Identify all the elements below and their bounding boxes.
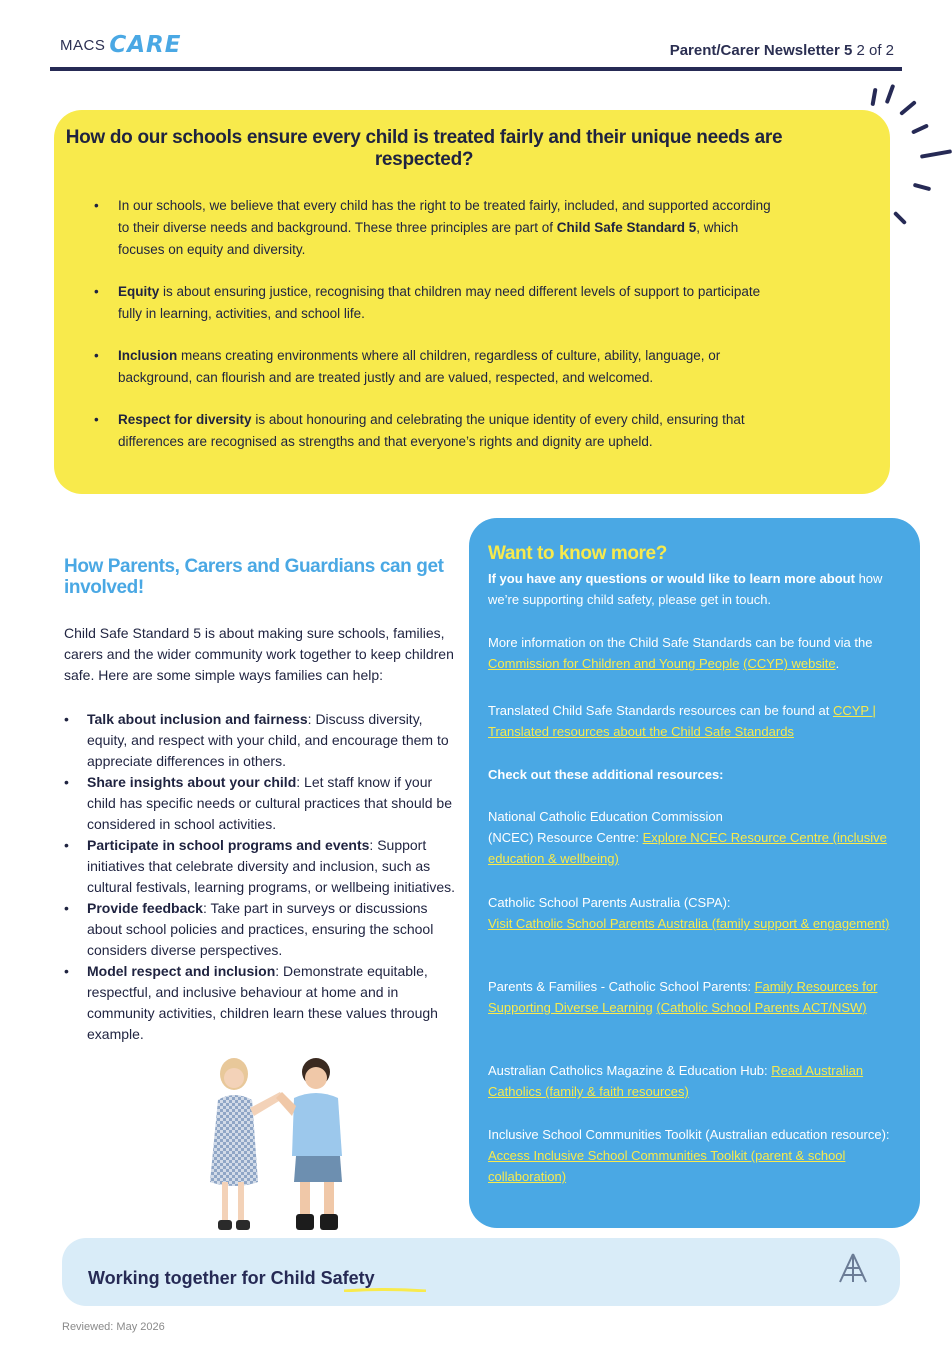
additional-resources-heading: [488, 764, 906, 785]
footer-banner: [62, 1238, 900, 1306]
item-text: : Let staff know if your child has specific needs or cultural practices that should be considered in school activities.: [87, 774, 452, 832]
bold-text: Check out these additional resources:: [488, 767, 724, 782]
ccyp-website-link[interactable]: (CCYP) website: [743, 656, 836, 671]
translated-paragraph: [488, 700, 906, 742]
ncec-link[interactable]: Explore NCEC Resource Centre (inclusive education & wellbeing): [488, 830, 887, 866]
item-bold: Equity: [118, 284, 160, 299]
item-bold: Participate in school programs and events: [87, 837, 370, 853]
want-to-know-more-panel: [469, 518, 920, 1228]
item-text: means creating environments where all children, regardless of culture, ability, language, or background, can flourish and are treated justly and are valued, respected, and welcomed.: [118, 348, 721, 385]
text: More information on the Child Safe Standards can be found via the: [488, 635, 873, 650]
item-bold: Provide feedback: [87, 900, 203, 916]
macs-care-logo: [60, 32, 181, 58]
text: how we’re supporting child safety, please get in touch.: [488, 571, 883, 607]
item-text: : Take part in surveys or discussions about school policies and practices, ensuring the school considers diverse perspectives.: [87, 900, 434, 958]
item-text: : Support initiatives that celebrate diversity and inclusion, such as cultural festivals, learning programs, or wellbeing initiatives.: [87, 837, 456, 895]
principles-list: [94, 195, 774, 473]
item-text: : Discuss diversity, equity, and respect with your child, and encourage them to appreciate differences in others.: [87, 711, 449, 769]
resource-ncec: [488, 806, 906, 869]
list-item: [94, 195, 774, 261]
bold-text: If you have any questions or would like to learn more about: [488, 571, 855, 586]
item-bold: Respect for diversity: [118, 412, 252, 427]
header-divider: [50, 67, 902, 71]
newsletter-header: [670, 42, 894, 59]
text: Parents & Families - Catholic School Parents:: [488, 979, 755, 994]
toolkit-link[interactable]: Access Inclusive School Communities Toolkit (parent & school collaboration): [488, 1148, 846, 1184]
resource-parents-families: [488, 976, 906, 1018]
text: Translated Child Safe Standards resources can be found at: [488, 703, 833, 718]
list-item: [64, 835, 459, 898]
equity-diversity-panel: [54, 110, 890, 494]
get-involved-title: How Parents, Carers and Guardians can get involved!: [64, 556, 444, 598]
item-text: In our schools, we believe that every child has the right to be treated fairly, included, and supported according to their diverse needs and background. These three principles are part of: [118, 198, 771, 235]
logo-care-text: CARE: [109, 32, 182, 58]
reviewed-date: Reviewed: May 2026: [62, 1321, 165, 1333]
list-item: [94, 281, 774, 325]
item-text: is about ensuring justice, recognising that children may need different levels of support to participate fully in learning, activities, and school life.: [118, 284, 761, 321]
get-involved-intro: Child Safe Standard 5 is about making sure schools, families, carers and the wider community work together to keep children safe. Here are some simple ways families can help:: [64, 625, 454, 683]
csp-act-nsw-link[interactable]: (Catholic School Parents ACT/NSW): [656, 1000, 867, 1015]
item-bold: Child Safe Standard 5: [556, 220, 697, 235]
page-indicator: 2 of 2: [856, 42, 894, 59]
footer-tagline: Working together for Child Safety: [88, 1268, 375, 1288]
resource-title: Catholic School Parents Australia (CSPA):: [488, 895, 731, 910]
item-bold: Model respect and inclusion: [87, 963, 276, 979]
logo-macs-text: MACS: [60, 36, 106, 54]
cspa-link[interactable]: Visit Catholic School Parents Australia (family support & engagement): [488, 916, 890, 931]
text: (Australian education resource):: [701, 1127, 890, 1142]
panel-title: How do our schools ensure every child is treated fairly and their unique needs are respected?: [65, 127, 783, 170]
item-text: is about honouring and celebrating the unique identity of every child, ensuring that differences are recognised as strengths and that everyone’s rights and dignity are upheld.: [118, 412, 745, 449]
item-bold: Share insights about your child: [87, 774, 297, 790]
resource-title: Inclusive School Communities Toolkit: [488, 1127, 702, 1142]
macs-mark-icon: [834, 1252, 872, 1286]
list-item: [64, 709, 459, 772]
text: (NCEC) Resource Centre:: [488, 830, 643, 845]
item-text: , which focuses on equity and diversity.: [118, 220, 739, 257]
resource-australian-catholics: [488, 1060, 906, 1102]
item-bold: Talk about inclusion and fairness: [87, 711, 308, 727]
tagline-underline-icon: [344, 1288, 426, 1292]
list-item: [94, 409, 774, 453]
resource-cspa: [488, 892, 906, 934]
ccyp-paragraph: [488, 632, 906, 674]
text: Australian Catholics Magazine & Education Hub:: [488, 1063, 772, 1078]
contact-paragraph: [488, 568, 906, 610]
family-resources-link[interactable]: Family Resources for Supporting Diverse Learning: [488, 979, 878, 1015]
ways-to-help-list: [64, 709, 459, 1045]
translated-resources-link[interactable]: CCYP | Translated resources about the Child Safe Standards: [488, 703, 876, 739]
australian-catholics-link[interactable]: Read Australian Catholics (family & faith resources): [488, 1063, 864, 1099]
resource-toolkit: [488, 1124, 906, 1187]
panel-title: Want to know more?: [488, 543, 667, 564]
item-bold: Inclusion: [118, 348, 178, 363]
list-item: [64, 772, 459, 835]
ccyp-link[interactable]: Commission for Children and Young People: [488, 656, 740, 671]
newsletter-title: Parent/Carer Newsletter 5: [669, 42, 853, 59]
text: .: [835, 656, 840, 671]
list-item: [94, 345, 774, 389]
children-high-five-image: [196, 1052, 376, 1242]
item-text: : Demonstrate equitable, respectful, and inclusive behaviour at home and in community activities, children learn these values through example.: [87, 963, 438, 1042]
resource-title: National Catholic Education Commission: [488, 809, 723, 824]
list-item: [64, 961, 459, 1045]
list-item: [64, 898, 459, 961]
